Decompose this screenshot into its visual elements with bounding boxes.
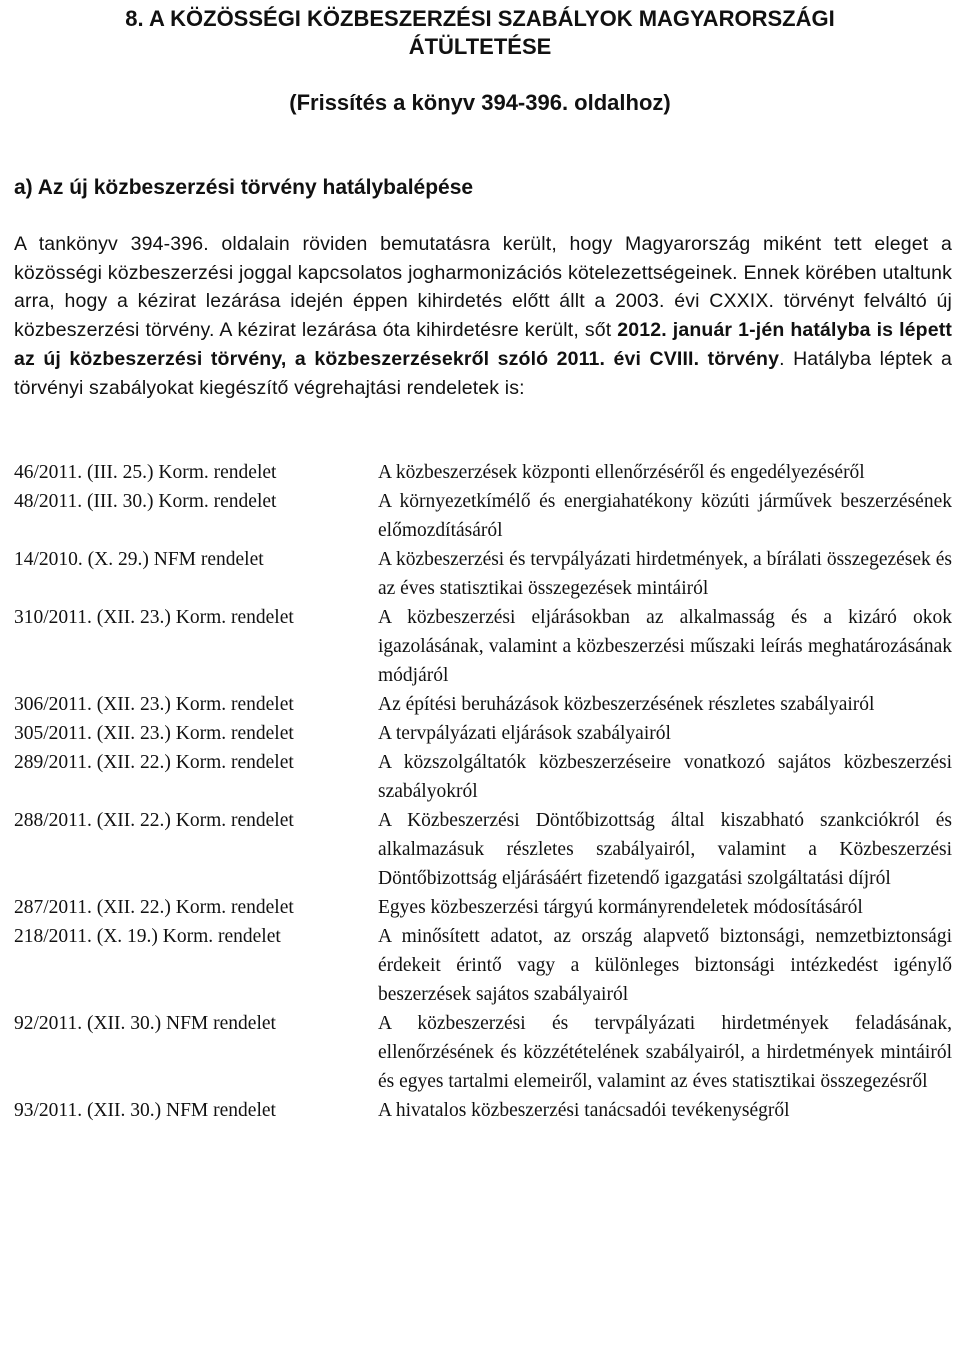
paragraph-bold-text: 2012. január 1-jén hatályba is lépett az új közbeszerzési törvény, a közbeszerzésekről szóló 2011. évi CVIII. törvény [14,319,952,370]
decree-title: A minősített adatot, az ország alapvető biztonsági, nemzetbiztonsági érdekeit érintő vagy a különleges biztonsági intézkedést igénylő beszerzések sajátos szabályairól [378,926,952,1005]
decree-number: 14/2010. (X. 29.) NFM rendelet [14,549,264,570]
paragraph-text-2: . Hatályba léptek a törvényi szabályokat kiegészítő végrehajtási rendeletek is: [14,347,952,399]
decree-row [14,893,952,922]
decree-row [14,806,952,893]
decree-number: 46/2011. (III. 25.) Korm. rendelet [14,462,277,483]
intro-paragraph [14,230,952,402]
decree-number: 305/2011. (XII. 23.) Korm. rendelet [14,723,294,744]
decree-row [14,1009,952,1096]
decree-row [14,487,952,545]
paragraph-text-1: A tankönyv 394-396. oldalain röviden bemutatásra került, hogy Magyarország miként tett eleget a közösségi közbeszerzési joggal kapcsolatos jogharmonizációs kötelezettségeinek. Ennek körében utaltunk arra, hogy a kézirat lezárása idején éppen kihirdetés előtt állt a 2003. évi CXXIX. törvényt felváltó új közbeszerzési törvény. A kézirat lezárása óta kihirdetésre került, sőt [14,233,952,342]
decree-number: 48/2011. (III. 30.) Korm. rendelet [14,491,277,512]
decree-title: A közbeszerzési és tervpályázati hirdetmények feladásának, ellenőrzésének és közzétételének szabályairól, a hirdetmények mintáiról és egyes tartalmi elemeiről, valamint az éves statisztikai összegezésről [378,1013,952,1092]
decree-row [14,545,952,603]
decree-title: A környezetkímélő és energiahatékony közúti járművek beszerzésének előmozdításáról [378,491,952,541]
decree-list [14,458,952,1125]
decree-number: 289/2011. (XII. 22.) Korm. rendelet [14,752,294,773]
decree-number: 93/2011. (XII. 30.) NFM rendelet [14,1100,276,1121]
decree-row [14,922,952,1009]
decree-row [14,1096,952,1125]
document-subtitle: (Frissítés a könyv 394-396. oldalhoz) [289,90,671,115]
decree-title: A közbeszerzési és tervpályázati hirdetmények, a bírálati összegezések és az éves statisztikai összegezések mintáiról [378,549,952,599]
decree-row [14,690,952,719]
decree-row [14,603,952,690]
decree-title: A közszolgáltatók közbeszerzéseire vonatkozó sajátos közbeszerzési szabályokról [378,752,952,802]
decree-title: A hivatalos közbeszerzési tanácsadói tevékenységről [378,1100,790,1121]
decree-number: 92/2011. (XII. 30.) NFM rendelet [14,1013,276,1034]
decree-number: 310/2011. (XII. 23.) Korm. rendelet [14,607,294,628]
document-title-line2: ÁTÜLTETÉSE [408,34,552,59]
decree-title: A Közbeszerzési Döntőbizottság által kiszabható szankciókról és alkalmazásuk részletes szabályairól, valamint a Közbeszerzési Döntőbizottság eljárásáért fizetendő igazgatási szolgáltatási díjról [378,810,952,889]
decree-title: A közbeszerzési eljárásokban az alkalmasság és a kizáró okok igazolásának, valamint a közbeszerzési műszaki leírás meghatározásának módjáról [378,607,952,686]
decree-row [14,458,952,487]
decree-title: A tervpályázati eljárások szabályairól [378,723,671,744]
decree-number: 218/2011. (X. 19.) Korm. rendelet [14,926,281,947]
decree-title: Az építési beruházások közbeszerzésének részletes szabályairól [378,694,875,715]
decree-row [14,719,952,748]
decree-title: Egyes közbeszerzési tárgyú kormányrendeletek módosításáról [378,897,863,918]
document-title-line1: 8. A KÖZÖSSÉGI KÖZBESZERZÉSI SZABÁLYOK MAGYARORSZÁGI [125,6,835,31]
decree-row [14,748,952,806]
section-heading: a) Az új közbeszerzési törvény hatálybalépése [14,176,474,199]
decree-title: A közbeszerzések központi ellenőrzéséről és engedélyezéséről [378,462,865,483]
decree-number: 287/2011. (XII. 22.) Korm. rendelet [14,897,294,918]
decree-number: 306/2011. (XII. 23.) Korm. rendelet [14,694,294,715]
decree-number: 288/2011. (XII. 22.) Korm. rendelet [14,810,294,831]
